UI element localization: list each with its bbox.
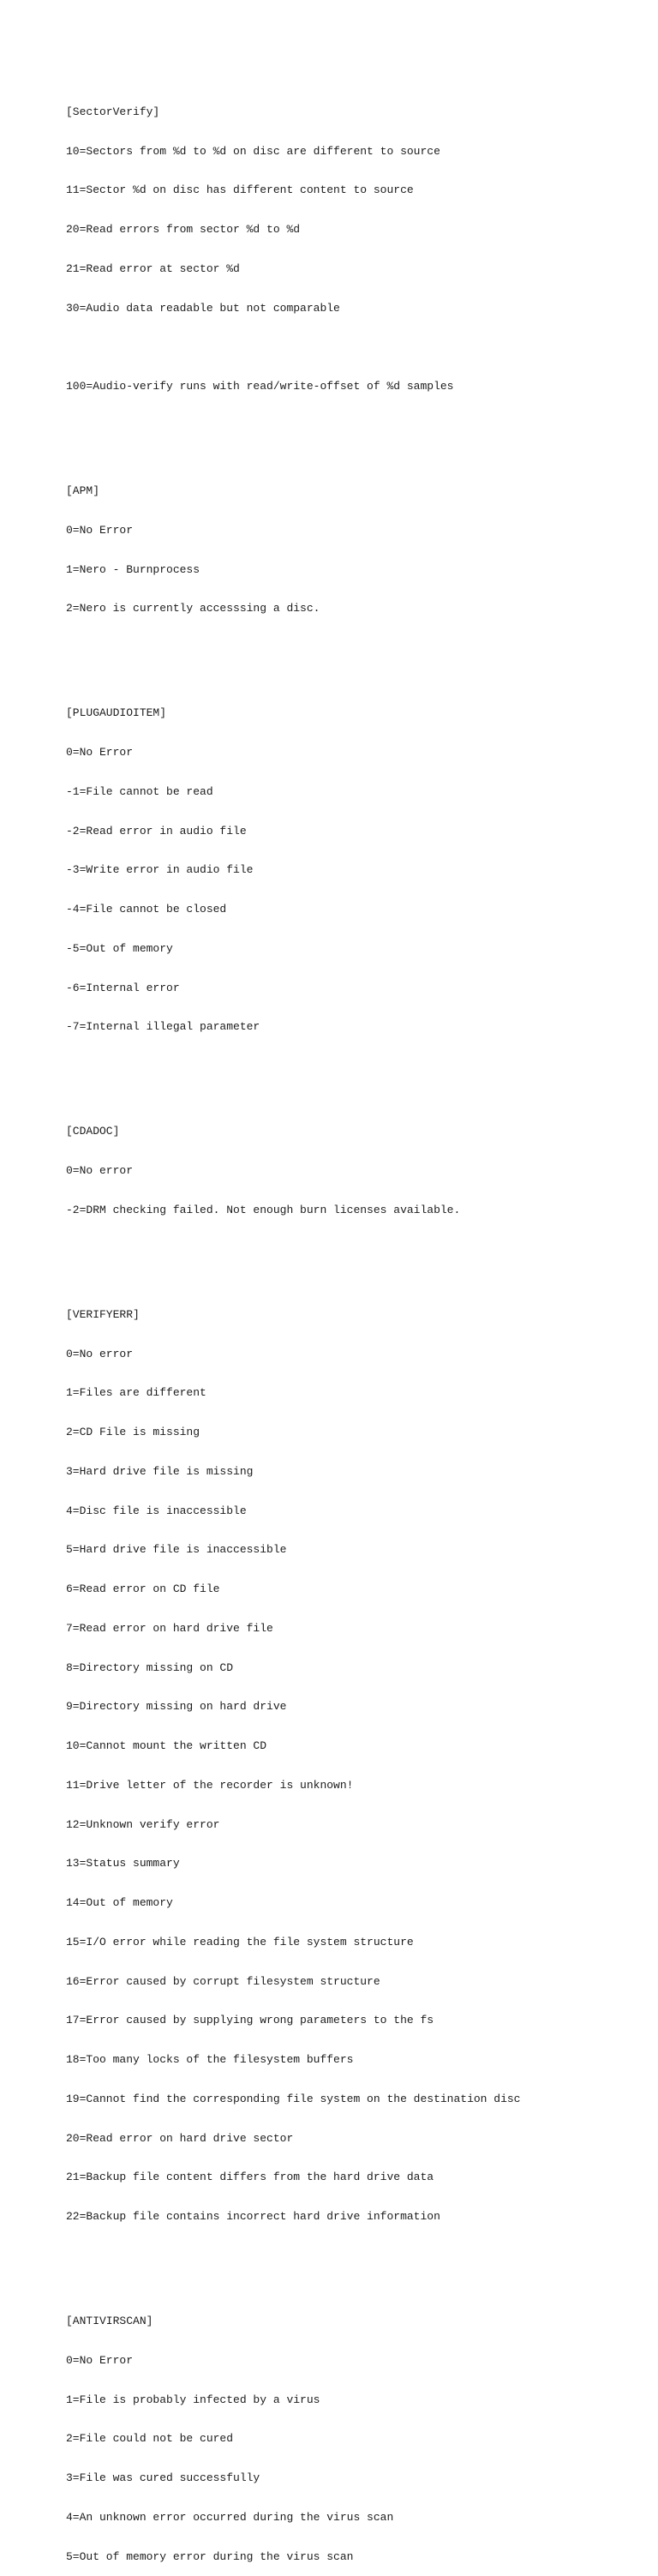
entry-line: 12=Unknown verify error <box>66 1817 220 1831</box>
entry-line: 0=No error <box>66 1347 134 1360</box>
entry-line: 21=Read error at sector %d <box>66 261 240 275</box>
entry-line: 14=Out of memory <box>66 1896 173 1909</box>
section-header-apm: [APM] <box>66 484 100 497</box>
entry-line: 5=Hard drive file is inaccessible <box>66 1543 287 1557</box>
entry-line: 6=Read error on CD file <box>66 1582 220 1595</box>
entry-line: 15=I/O error while reading the file system structure <box>66 1935 414 1949</box>
section-header-antivirscan: [ANTIVIRSCAN] <box>66 2315 153 2327</box>
entry-line: 1=Nero - Burnprocess <box>66 562 200 576</box>
entry-line: 4=An unknown error occurred during the virus scan <box>66 2510 394 2524</box>
entry-line: 20=Read error on hard drive sector <box>66 2131 294 2145</box>
entry-line: 17=Error caused by supplying wrong parameters to the fs <box>66 2014 434 2027</box>
blank-line <box>66 1243 658 1256</box>
entry-line: -2=DRM checking failed. Not enough burn licenses available. <box>66 1203 461 1216</box>
entry-line: -6=Internal error <box>66 981 180 994</box>
blank-line <box>66 641 658 654</box>
entry-line: 11=Sector %d on disc has different content to source <box>66 183 414 197</box>
entry-line: 21=Backup file content differs from the hard drive data <box>66 2171 434 2184</box>
entry-line: 2=CD File is missing <box>66 1426 200 1438</box>
entry-line: 2=File could not be cured <box>66 2432 234 2446</box>
blank-line <box>66 1060 658 1072</box>
entry-line: 0=No Error <box>66 523 134 537</box>
entry-line: 0=No Error <box>66 746 134 759</box>
entry-line: 1=File is probably infected by a virus <box>66 2393 320 2406</box>
entry-line: -2=Read error in audio file <box>66 824 247 838</box>
entry-line: -4=File cannot be closed <box>66 903 227 916</box>
section-header-cdadoc: [CDADOC] <box>66 1125 120 1138</box>
entry-line: 2=Nero is currently accesssing a disc. <box>66 602 320 615</box>
section-header-verifyerr: [VERIFYERR] <box>66 1307 140 1321</box>
blank-line <box>66 419 658 432</box>
section-header-sectorverify: [SectorVerify] <box>66 105 160 118</box>
entry-line: -5=Out of memory <box>66 941 173 955</box>
entry-line: 4=Disc file is inaccessible <box>66 1504 247 1517</box>
entry-line: 7=Read error on hard drive file <box>66 1621 273 1635</box>
entry-line: 11=Drive letter of the recorder is unknown! <box>66 1778 354 1792</box>
entry-line: 20=Read errors from sector %d to %d <box>66 223 301 236</box>
entry-line: 18=Too many locks of the filesystem buffers <box>66 2053 354 2066</box>
entry-line: 3=File was cured successfully <box>66 2471 260 2484</box>
entry-line: 3=Hard drive file is missing <box>66 1464 254 1478</box>
entry-line: 22=Backup file contains incorrect hard drive information <box>66 2210 440 2223</box>
blank-line <box>66 340 658 353</box>
entry-line: -1=File cannot be read <box>66 784 213 798</box>
entry-line: 5=Out of memory error during the virus scan <box>66 2549 354 2563</box>
entry-line: 10=Sectors from %d to %d on disc are different to source <box>66 144 440 158</box>
entry-line: 8=Directory missing on CD <box>66 1660 234 1674</box>
entry-line: -3=Write error in audio file <box>66 863 254 877</box>
document-body <box>66 66 658 2576</box>
blank-line <box>66 2249 658 2262</box>
entry-line: 30=Audio data readable but not comparable <box>66 301 340 315</box>
entry-line: 0=No Error <box>66 2353 134 2367</box>
entry-line: 10=Cannot mount the written CD <box>66 1739 267 1752</box>
entry-line: -7=Internal illegal parameter <box>66 1020 260 1034</box>
section-header-plugaudioitem: [PLUGAUDIOITEM] <box>66 706 167 720</box>
entry-line: 19=Cannot find the corresponding file system on the destination disc <box>66 2092 521 2105</box>
entry-line: 9=Directory missing on hard drive <box>66 1700 287 1714</box>
entry-line: 100=Audio-verify runs with read/write-offset of %d samples <box>66 380 454 393</box>
entry-line: 0=No error <box>66 1164 134 1177</box>
entry-line: 16=Error caused by corrupt filesystem structure <box>66 1974 380 1988</box>
entry-line: 13=Status summary <box>66 1857 180 1870</box>
entry-line: 1=Files are different <box>66 1386 206 1400</box>
